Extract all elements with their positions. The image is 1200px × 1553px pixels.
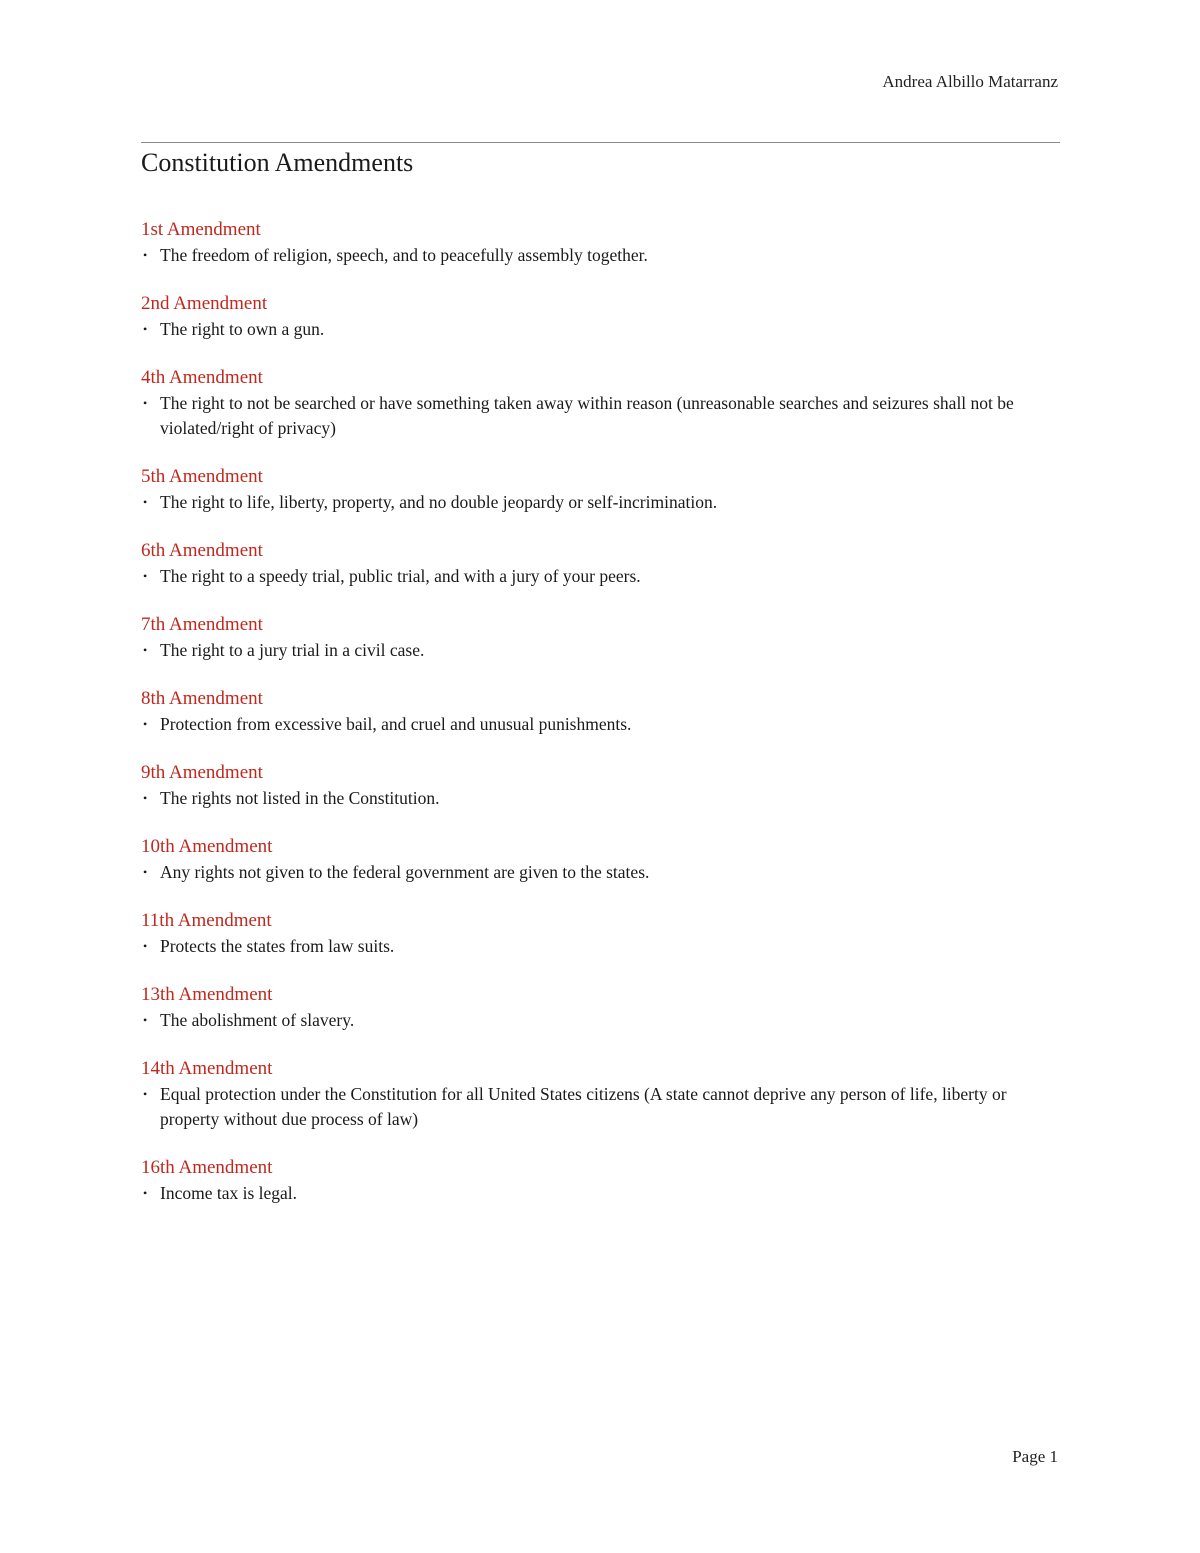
list-item — [141, 1008, 1061, 1033]
amendment-10 — [141, 834, 1061, 885]
amendment-text: Income tax is legal. — [160, 1183, 298, 1203]
amendment-11 — [141, 908, 1061, 959]
amendment-text: The right to a speedy trial, public trial, and with a jury of your peers. — [160, 566, 641, 586]
amendment-6 — [141, 538, 1061, 589]
amendment-heading: 10th Amendment — [141, 836, 273, 857]
amendment-text: The right to own a gun. — [160, 319, 325, 339]
amendment-text: The right to a jury trial in a civil case. — [160, 640, 425, 660]
bullet-icon: • — [143, 1013, 148, 1027]
amendment-heading: 16th Amendment — [141, 1157, 273, 1178]
page-title: Constitution Amendments — [141, 148, 414, 177]
list-item — [141, 860, 1061, 885]
bullet-icon: • — [143, 865, 148, 879]
list-item — [141, 564, 1061, 589]
amendment-heading: 14th Amendment — [141, 1058, 273, 1079]
amendment-text: Protects the states from law suits. — [160, 936, 395, 956]
list-item — [141, 638, 1061, 663]
list-item — [141, 786, 1061, 811]
list-item — [141, 712, 1061, 737]
amendment-7 — [141, 612, 1061, 663]
list-item — [141, 317, 1061, 342]
amendment-heading: 4th Amendment — [141, 367, 263, 388]
amendment-14 — [141, 1056, 1061, 1132]
bullet-icon: • — [143, 1087, 148, 1101]
amendment-text: Any rights not given to the federal government are given to the states. — [160, 862, 650, 882]
amendment-4 — [141, 365, 1061, 441]
header-divider — [141, 142, 1060, 143]
page-number: Page 1 — [1012, 1447, 1058, 1466]
bullet-icon: • — [143, 322, 148, 336]
list-item — [141, 391, 1061, 441]
header-author: Andrea Albillo Matarranz — [882, 72, 1058, 91]
amendment-heading: 7th Amendment — [141, 614, 263, 635]
list-item — [141, 934, 1061, 959]
amendment-text: The freedom of religion, speech, and to peacefully assembly together. — [160, 245, 648, 265]
bullet-icon: • — [143, 717, 148, 731]
amendment-text: The rights not listed in the Constitution. — [160, 788, 440, 808]
amendment-8 — [141, 686, 1061, 737]
amendment-heading: 13th Amendment — [141, 984, 273, 1005]
amendment-5 — [141, 464, 1061, 515]
bullet-icon: • — [143, 569, 148, 583]
bullet-icon: • — [143, 939, 148, 953]
amendment-text: The right to life, liberty, property, and no double jeopardy or self-incrimination. — [160, 492, 718, 512]
amendment-text: Equal protection under the Constitution for all United States citizens (A state cannot deprive any person of life, liberty or property without due process of law) — [160, 1084, 1007, 1129]
amendment-13 — [141, 982, 1061, 1033]
list-item — [141, 1082, 1061, 1132]
list-item — [141, 243, 1061, 268]
amendment-16 — [141, 1155, 1061, 1206]
bullet-icon: • — [143, 495, 148, 509]
amendment-heading: 8th Amendment — [141, 688, 263, 709]
list-item — [141, 1181, 1061, 1206]
bullet-icon: • — [143, 1186, 148, 1200]
amendment-text: The abolishment of slavery. — [160, 1010, 355, 1030]
amendment-heading: 6th Amendment — [141, 540, 263, 561]
amendment-heading: 1st Amendment — [141, 219, 261, 240]
amendment-heading: 9th Amendment — [141, 762, 263, 783]
amendment-9 — [141, 760, 1061, 811]
amendment-text: The right to not be searched or have something taken away within reason (unreasonable searches and seizures shall not be violated/right of privacy) — [160, 393, 1014, 438]
amendments-list — [141, 217, 1061, 1229]
list-item — [141, 490, 1061, 515]
bullet-icon: • — [143, 643, 148, 657]
amendment-heading: 11th Amendment — [141, 910, 272, 931]
amendment-2 — [141, 291, 1061, 342]
bullet-icon: • — [143, 791, 148, 805]
bullet-icon: • — [143, 248, 148, 262]
amendment-text: Protection from excessive bail, and cruel and unusual punishments. — [160, 714, 632, 734]
amendment-heading: 2nd Amendment — [141, 293, 268, 314]
bullet-icon: • — [143, 396, 148, 410]
amendment-heading: 5th Amendment — [141, 466, 263, 487]
amendment-1 — [141, 217, 1061, 268]
